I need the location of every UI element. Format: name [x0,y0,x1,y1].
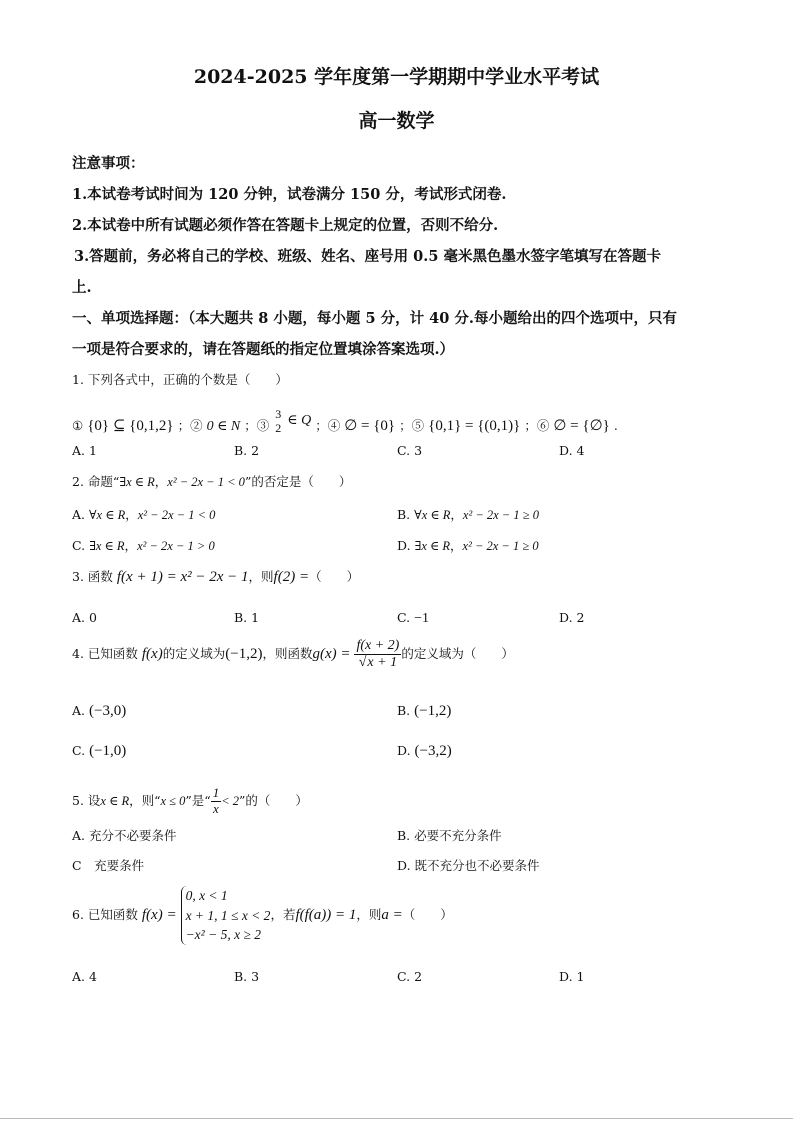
stem-text: 的定义域为 [162,646,226,662]
option-d: D. 既不充分也不必要条件 [397,858,540,873]
option-letter: C. [72,538,86,553]
stem-text: 5. 设 [72,792,101,808]
q1-item-5: {0,1} = {(0,1)} [428,417,521,434]
section-heading: 一、单项选择题：（本大题共 8 小题，每小题 5 分，计 40 分.每小题给出的四个选项中，只有 [72,310,677,327]
fraction [354,638,401,671]
case-line: 0, x < 1 [185,888,228,903]
math-expr: f(x) [141,646,163,663]
numerator: 3 [275,407,282,421]
note-item: 上. [72,279,92,296]
option-b: B. 必要不充分条件 [397,828,502,843]
stem-text: ，若 [270,906,296,922]
option-d: D. 1 [559,969,585,984]
math-expr: < 2 [221,793,239,808]
stem-text: ，则 [356,906,382,922]
exam-subject: 高一数学 [358,110,435,132]
stem-text: ”是“ [185,792,211,808]
question-2-stem [72,472,351,490]
option-b [397,505,539,523]
math-expr: x ≤ 0 [160,793,186,808]
stem-text: 6. 已知函数 [72,906,138,922]
question-6-stem [72,886,453,945]
option-letter: D. [397,743,411,758]
option-c [72,536,215,554]
math-expr: (−3,2) [414,743,452,759]
denominator: x [213,800,219,816]
option-a: A. 4 [72,969,97,984]
note-item: 2.本试卷中所有试题必须作答在答题卡上规定的位置，否则不给分. [72,217,499,234]
math-expr: f(f(a)) = 1 [295,906,357,923]
stem-text: ”的否定是（ ） [244,474,352,489]
stem-text: （ ） [309,569,360,584]
option-b [397,703,451,720]
stem-text: 4. 已知函数 [72,646,138,662]
q1-item-6: ∅ = {∅} [553,417,610,434]
question-1-stem: 1. 下列各式中，正确的个数是（ ） [72,372,288,387]
option-letter: A. [72,507,86,522]
stem-text: ，则“ [129,792,161,808]
stem-text: ， [154,474,168,489]
note-item: 3.答题前，务必将自己的学校、班级、姓名、座号用 0.5 毫米黑色墨水签字笔填写在答题卡 [74,248,661,265]
denominator: √x + 1 [358,655,398,671]
exam-title: 2024-2025 学年度第一学期期中学业水平考试 [193,66,600,88]
separator: ；⑤ [399,417,425,433]
notes-heading: 注意事项： [72,155,145,172]
option-d: D. 2 [559,610,585,625]
separator: ；③ [244,417,270,433]
option-a: A. 充分不必要条件 [72,828,177,843]
comma: ， [124,538,138,553]
question-1-items [72,408,618,436]
question-5-stem [72,786,308,817]
math-expr: x² − 2x − 1 < 0 [167,475,245,489]
q1-item-1: {0} ⊆ {0,1,2} [87,417,174,434]
option-d: D. 4 [559,443,585,458]
case-line: −x² − 5, x ≥ 2 [185,927,261,943]
numerator: f(x + 2) [354,638,401,655]
option-c [397,610,429,627]
math-expr: x² − 2x − 1 ≥ 0 [462,508,539,522]
stem-text: 3. 函数 [72,569,113,584]
math-expr: a = [381,906,403,923]
option-a [72,505,215,523]
option-c: C 充要条件 [72,858,145,873]
numerator: 1 [212,785,220,800]
q1-item-4: ∅ = {0} [344,417,396,434]
option-a [72,703,126,720]
math-expr: −1 [414,611,429,626]
math-expr: (−1,0) [89,743,127,759]
question-4-stem [72,638,514,671]
comma: ， [450,507,463,522]
option-b: B. 3 [234,969,260,984]
option-d [397,536,539,554]
math-expr: ∀x ∈ R [89,508,126,522]
option-b: B. 2 [234,443,260,458]
option-c: C. 2 [397,969,423,984]
piecewise-cases [181,886,271,945]
q1-item-3: ∈ Q [287,412,312,428]
circled-1: ① [72,417,84,433]
comma: ， [450,538,463,553]
option-letter: C. [72,743,86,758]
math-expr: f(x + 1) = x² − 2x − 1 [116,569,249,585]
math-expr: x ∈ R [100,793,130,808]
option-letter: B. [397,507,411,522]
fraction [273,408,283,436]
option-a: A. 1 [72,443,97,458]
stem-text: 的定义域为（ ） [401,646,514,662]
question-3-stem [72,567,359,586]
option-letter: C. [397,610,411,625]
math-expr: g(x) = [312,646,351,663]
option-b: B. 1 [234,610,260,625]
stem-text: ，则函数 [262,646,313,662]
math-expr: (−3,0) [89,703,127,719]
option-c [72,743,126,760]
comma: ， [125,507,138,522]
page-bottom-rule [0,1118,793,1119]
option-letter: B. [397,703,411,718]
math-expr: ∃x ∈ R [89,539,125,553]
option-d [397,743,452,760]
option-letter: A. [72,703,86,718]
denominator: 2 [275,420,282,435]
q1-item-2: 0 ∈ N [206,418,241,434]
stem-text: ”的（ ） [239,792,308,808]
separator: ；④ [315,417,341,433]
fraction [211,786,222,817]
math-expr: ∀x ∈ R [414,508,451,522]
case-line: x + 1, 1 ≤ x < 2 [185,907,271,923]
option-c: C. 3 [397,443,423,458]
math-expr: f(2) = [273,569,310,585]
math-expr: x² − 2x − 1 ≥ 0 [462,539,539,553]
radicand: x + 1 [367,655,398,671]
math-expr: ∃x ∈ R [414,539,451,553]
math-expr: (−1,2) [414,703,452,719]
option-letter: D. [397,538,411,553]
separator: ；⑥ [524,417,550,433]
stem-text: （ ） [402,906,453,922]
note-item: 1.本试卷考试时间为 120 分钟，试卷满分 150 分，考试形式闭卷. [72,186,507,203]
stem-text: 2. 命题“ [72,474,120,489]
separator: ；② [177,417,203,433]
section-heading-cont: 一项是符合要求的，请在答题纸的指定位置填涂答案选项.） [72,341,455,358]
math-expr: f(x) = [141,906,177,923]
math-expr: x² − 2x − 1 < 0 [137,508,216,522]
period: . [613,417,618,433]
math-expr: (−1,2) [225,646,263,663]
stem-text: ，则 [248,569,274,584]
math-expr: ∃x ∈ R [119,475,155,489]
math-expr: x² − 2x − 1 > 0 [137,539,215,553]
option-a: A. 0 [72,610,97,625]
